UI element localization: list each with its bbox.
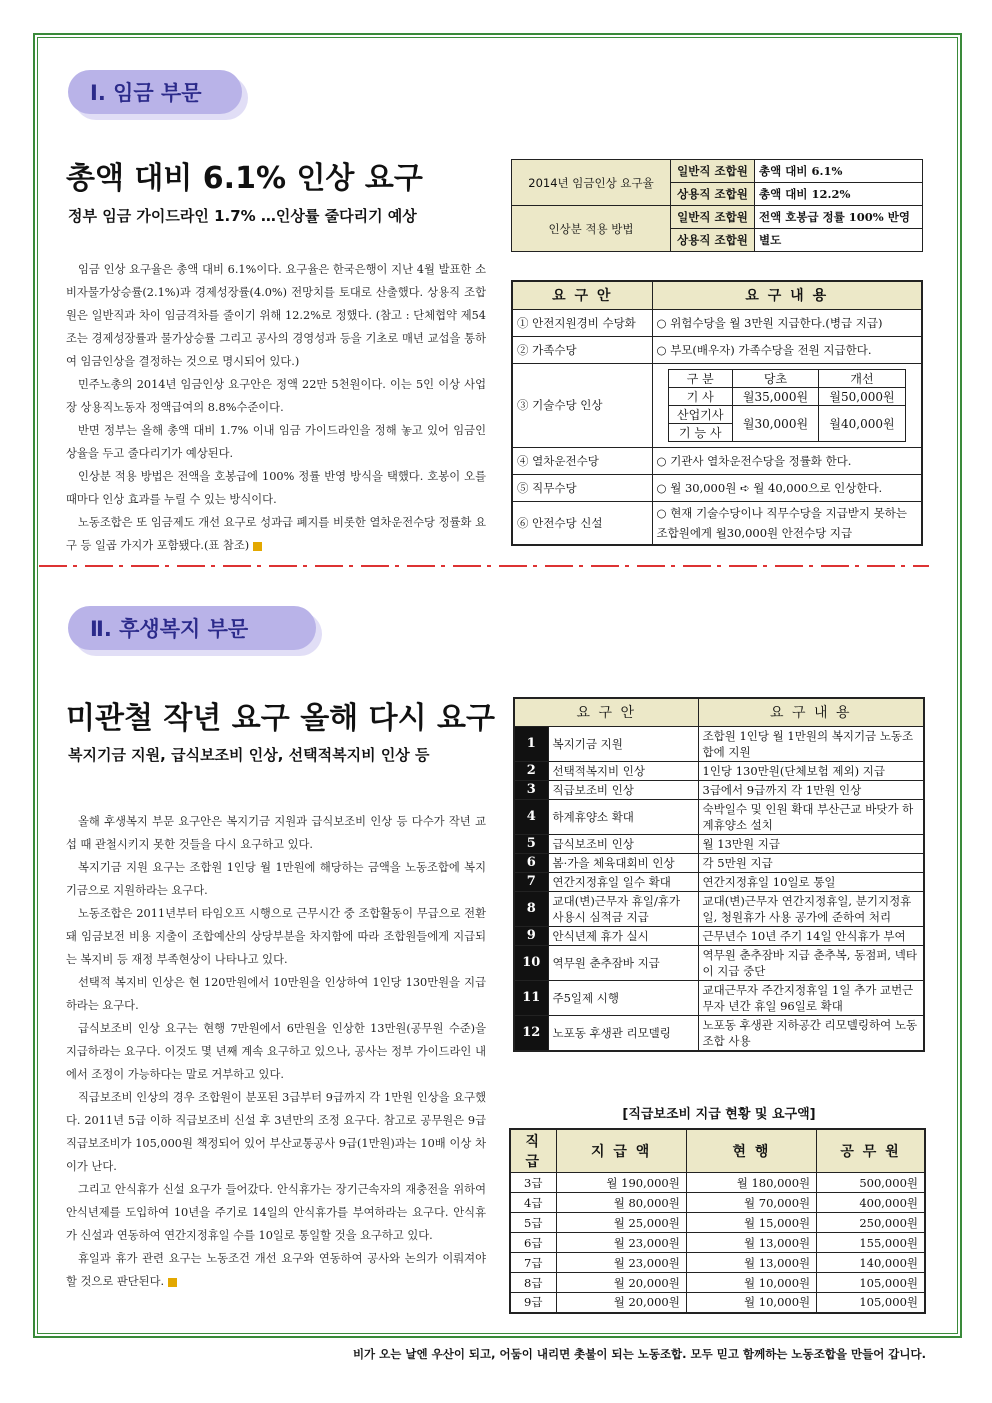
section2-heading: Ⅱ. 후생복지 부문: [68, 606, 316, 650]
grade-cell: 6급: [510, 1233, 556, 1253]
section2-paragraph-text: 휴일과 휴가 관련 요구는 노동조건 개선 요구와 연동하여 공사와 논의가 이뤄져야 할 것으로 판단된다.: [66, 1252, 486, 1288]
tech-header: 개선: [819, 369, 906, 387]
amount-cell: 월 25,000원: [556, 1213, 686, 1233]
section2-subtitle: 복지기금 지원, 급식보조비 인상, 선택적복지비 인상 등: [68, 746, 430, 764]
table-header: 공 무 원: [817, 1129, 925, 1173]
table-row: [512, 363, 922, 447]
demand-item: ① 안전지원경비 수당화: [512, 309, 652, 336]
table-row: [512, 447, 922, 474]
demand-item: 직급보조비 인상: [548, 780, 698, 799]
table-row: [514, 1015, 924, 1051]
table-row: [514, 891, 924, 926]
section1-paragraph: 반면 정부는 올해 총액 대비 1.7% 이내 임금 가이드라인을 정해 놓고 있어 임금인상율을 두고 줄다리기가 예상된다.: [66, 424, 486, 460]
demand-item: 하계휴양소 확대: [548, 799, 698, 834]
grade-cell: 7급: [510, 1253, 556, 1273]
section2-paragraph: 복지기금 지원 요구는 조합원 1인당 월 1만원에 해당하는 금액을 노동조합에 복지기금으로 지원하라는 요구다.: [66, 861, 486, 897]
tech-before: 월35,000원: [732, 387, 819, 405]
summary-sub: 상용직 조합원: [671, 183, 755, 206]
demand-content: 각 5만원 지급: [698, 853, 924, 872]
end-mark-icon: [253, 542, 262, 551]
table-header: 직 급: [510, 1129, 556, 1173]
tech-after: 월50,000원: [819, 387, 906, 405]
table-row: [514, 761, 924, 780]
grade-cell: 5급: [510, 1213, 556, 1233]
table-row: [514, 853, 924, 872]
amount-cell: 월 23,000원: [556, 1233, 686, 1253]
table-row: [510, 1293, 925, 1313]
demand-item: 복지기금 지원: [548, 726, 698, 761]
table-row: [514, 926, 924, 945]
table-row: [514, 872, 924, 891]
section2-paragraph: 그리고 안식휴가 신설 요구가 들어갔다. 안식휴가는 장기근속자의 재충전을 위하여 안식년제를 도입하여 10년을 주기로 14일의 안식휴가를 부여하라는 요구다. 안식휴가 신설과 연동하여 연간지정휴일 수를 10일로 통일할 것을 요구하고 있다.: [66, 1183, 486, 1242]
section2-paragraph: 선택적 복지비 인상은 현 120만원에서 10만원을 인상하여 1인당 130만원을 지급하라는 요구다.: [66, 976, 486, 1012]
table-row: [514, 726, 924, 761]
table-header: 요 구 안: [512, 281, 652, 309]
section-divider: [39, 565, 929, 567]
wage-demand-table: [511, 280, 923, 546]
row-number: 7: [514, 872, 548, 891]
row-number: 10: [514, 945, 548, 980]
table-row: [514, 780, 924, 799]
demand-content: 교대근무자 주간지정휴일 1일 추가 교번근무자 년간 휴일 96일로 확대: [698, 980, 924, 1015]
amount-cell: 400,000원: [817, 1193, 925, 1213]
table-row: [514, 834, 924, 853]
demand-content: 월 13만원 지급: [698, 834, 924, 853]
demand-item: ④ 열차운전수당: [512, 447, 652, 474]
amount-cell: 105,000원: [817, 1293, 925, 1313]
demand-item: 봄·가을 체육대회비 인상: [548, 853, 698, 872]
summary-sub: 일반직 조합원: [671, 160, 755, 183]
table-row: [510, 1233, 925, 1253]
amount-cell: 월 70,000원: [686, 1193, 816, 1213]
section1-paragraph: 민주노총의 2014년 임금인상 요구안은 정액 22만 5천원이다. 이는 5인 이상 사업장 상용직노동자 정액급여의 8.8%수준이다.: [66, 378, 486, 414]
row-number: 1: [514, 726, 548, 761]
row-number: 5: [514, 834, 548, 853]
table-row: [510, 1173, 925, 1193]
table-row: [510, 1193, 925, 1213]
amount-cell: 월 80,000원: [556, 1193, 686, 1213]
section1-body: [66, 258, 486, 557]
demand-item: 교대(변)근무자 휴일/휴가 사용시 심적금 지급: [548, 891, 698, 926]
row-number: 9: [514, 926, 548, 945]
amount-cell: 155,000원: [817, 1233, 925, 1253]
row-number: 6: [514, 853, 548, 872]
welfare-demand-table: [513, 697, 925, 1052]
table-row: [512, 501, 922, 545]
demand-content: 1인당 130만원(단체보험 제외) 지급: [698, 761, 924, 780]
section1-title: 총액 대비 6.1% 인상 요구: [66, 161, 423, 196]
tech-after: 월40,000원: [819, 405, 906, 441]
table-header: 요 구 내 용: [652, 281, 922, 309]
demand-item: ⑥ 안전수당 신설: [512, 501, 652, 545]
amount-cell: 월 23,000원: [556, 1253, 686, 1273]
summary-sub: 일반직 조합원: [671, 206, 755, 229]
summary-val: 총액 대비 6.1%: [755, 160, 923, 183]
amount-cell: 월 180,000원: [686, 1173, 816, 1193]
demand-item: 주5일제 시행: [548, 980, 698, 1015]
demand-content: 노포동 후생관 지하공간 리모델링하여 노동조합 사용: [698, 1015, 924, 1051]
table-row: [512, 336, 922, 363]
amount-cell: 월 190,000원: [556, 1173, 686, 1193]
demand-item: 선택적복지비 인상: [548, 761, 698, 780]
demand-content: 근무년수 10년 주기 14일 안식휴가 부여: [698, 926, 924, 945]
section1-paragraph: 임금 인상 요구율은 총액 대비 6.1%이다. 요구율은 한국은행이 지난 4월 발표한 소비자물가상승률(2.1%)과 경제성장률(4.0%) 전망치를 토대로 산출했다. 상용직 조합원은 일반직과 차이 임금격차를 줄이기 위해 12.2%로 정했다. (참고 : 단체협약 제54조는 경제성장률과 물가상승률 그리고 공사의 경영성과 등을 기초로 매년 교섭을 통하여 임금인상을 결정하는 것으로 명시되어 있다.): [66, 263, 486, 368]
amount-cell: 140,000원: [817, 1253, 925, 1273]
amount-cell: 월 13,000원: [686, 1253, 816, 1273]
section2-title: 미관철 작년 요구 올해 다시 요구: [66, 701, 495, 736]
demand-content: 연간지정휴일 10일로 통일: [698, 872, 924, 891]
section1-paragraph-text: 노동조합은 또 임금제도 개선 요구로 성과급 폐지를 비롯한 열차운전수당 정률화 요구 등 일곱 가지가 포함됐다.(표 참조): [66, 516, 486, 552]
demand-item: 역무원 춘추잠바 지급: [548, 945, 698, 980]
section2-paragraph: 노동조합은 2011년부터 타임오프 시행으로 근무시간 중 조합활동이 무급으로 전환돼 임금보전 비용 지출이 조합예산의 상당부분을 차지함에 따라 조합원들에게 지급되는 복지비 등 재정 부족현상이 나타나고 있다.: [66, 907, 486, 966]
grade-table-caption: [직급보조비 지급 현황 및 요구액]: [622, 1107, 816, 1122]
table-header: 요 구 내 용: [698, 698, 924, 726]
demand-content: 숙박일수 및 인원 확대 부산근교 바닷가 하계휴양소 설치: [698, 799, 924, 834]
table-row: [510, 1213, 925, 1233]
summary-val: 총액 대비 12.2%: [755, 183, 923, 206]
demand-content: 조합원 1인당 월 1만원의 복지기금 노동조합에 지원: [698, 726, 924, 761]
table-row: [512, 309, 922, 336]
amount-cell: 월 10,000원: [686, 1273, 816, 1293]
table-row: [514, 945, 924, 980]
amount-cell: 월 15,000원: [686, 1213, 816, 1233]
demand-item: ③ 기술수당 인상: [512, 363, 652, 447]
grade-allowance-table: [509, 1128, 926, 1314]
demand-content: ○ 현재 기술수당이나 직무수당을 지급받지 못하는 조합원에게 월30,000원 안전수당 지급: [652, 501, 922, 545]
summary-val: 별도: [755, 229, 923, 252]
table-row: [514, 799, 924, 834]
demand-item: 급식보조비 인상: [548, 834, 698, 853]
summary-sub: 상용직 조합원: [671, 229, 755, 252]
demand-item: 노포동 후생관 리모델링: [548, 1015, 698, 1051]
demand-content: [652, 363, 922, 447]
table-header: 지 급 액: [556, 1129, 686, 1173]
amount-cell: 105,000원: [817, 1273, 925, 1293]
tech-grade: 산업기사: [668, 405, 732, 423]
amount-cell: 월 10,000원: [686, 1293, 816, 1313]
section2-body: [66, 810, 486, 1293]
summary-row-label: 인상분 적용 방법: [512, 206, 671, 252]
row-number: 8: [514, 891, 548, 926]
demand-content: 3급에서 9급까지 각 1만원 인상: [698, 780, 924, 799]
grade-cell: 4급: [510, 1193, 556, 1213]
table-row: [510, 1273, 925, 1293]
row-number: 4: [514, 799, 548, 834]
demand-content: ○ 기관사 열차운전수당을 정률화 한다.: [652, 447, 922, 474]
demand-content: ○ 월 30,000원 ➪ 월 40,000으로 인상한다.: [652, 474, 922, 501]
amount-cell: 500,000원: [817, 1173, 925, 1193]
demand-item: ⑤ 직무수당: [512, 474, 652, 501]
demand-item: ② 가족수당: [512, 336, 652, 363]
amount-cell: 월 13,000원: [686, 1233, 816, 1253]
row-number: 12: [514, 1015, 548, 1051]
tech-grade: 기 능 사: [668, 423, 732, 441]
table-row: [510, 1253, 925, 1273]
section1-paragraph: 인상분 적용 방법은 전액을 호봉급에 100% 정률 반영 방식을 택했다. 호봉이 오를 때마다 인상 효과를 누릴 수 있는 방식이다.: [66, 470, 486, 506]
section2-paragraph: [66, 1247, 486, 1293]
end-mark-icon: [168, 1278, 177, 1287]
section2-paragraph: 직급보조비 인상의 경우 조합원이 분포된 3급부터 9급까지 각 1만원 인상을 요구했다. 2011년 5급 이하 직급보조비 신설 후 3년만의 조정 요구다. 참고로 공무원은 9급 직급보조비가 105,000원 책정되어 있어 부산교통공사 9급(1만원)과는 10배 이상 차이가 난다.: [66, 1091, 486, 1173]
demand-content: 역무원 춘추잠바 지급 춘추복, 동점퍼, 넥타이 지급 중단: [698, 945, 924, 980]
grade-cell: 8급: [510, 1273, 556, 1293]
row-number: 11: [514, 980, 548, 1015]
section1-heading: Ⅰ. 임금 부문: [68, 70, 242, 114]
section2-paragraph: 급식보조비 인상 요구는 현행 7만원에서 6만원을 인상한 13만원(공무원 수준)을 지급하라는 요구다. 이것도 몇 년째 계속 요구하고 있으나, 공사는 정부 가이드라인 내에서 조정이 가능하다는 말로 거부하고 있다.: [66, 1022, 486, 1081]
amount-cell: 월 20,000원: [556, 1293, 686, 1313]
table-row: [514, 980, 924, 1015]
section1-paragraph: [66, 511, 486, 557]
table-header: 현 행: [686, 1129, 816, 1173]
tech-grade: 기 사: [668, 387, 732, 405]
demand-content: ○ 위험수당을 월 3만원 지급한다.(병급 지급): [652, 309, 922, 336]
grade-cell: 3급: [510, 1173, 556, 1193]
summary-row-label: 2014년 임금인상 요구율: [512, 160, 671, 206]
tech-before: 월30,000원: [732, 405, 819, 441]
footer-slogan: 비가 오는 날엔 우산이 되고, 어둠이 내리면 촛불이 되는 노동조합. 모두 믿고 함께하는 노동조합을 만들어 갑니다.: [352, 1347, 926, 1361]
row-number: 3: [514, 780, 548, 799]
section1-subtitle: 정부 임금 가이드라인 1.7% …인상률 줄다리기 예상: [68, 207, 417, 225]
table-row: [512, 474, 922, 501]
row-number: 2: [514, 761, 548, 780]
demand-item: 안식년제 휴가 실시: [548, 926, 698, 945]
amount-cell: 월 20,000원: [556, 1273, 686, 1293]
demand-content: ○ 부모(배우자) 가족수당을 전원 지급한다.: [652, 336, 922, 363]
demand-item: 연간지정휴일 일수 확대: [548, 872, 698, 891]
tech-header: 당초: [732, 369, 819, 387]
grade-cell: 9급: [510, 1293, 556, 1313]
summary-val: 전액 호봉급 정률 100% 반영: [755, 206, 923, 229]
demand-content: 교대(변)근무자 연간지정휴일, 분기지정휴일, 청원휴가 사용 공가에 준하여 처리: [698, 891, 924, 926]
tech-header: 구 분: [668, 369, 732, 387]
amount-cell: 250,000원: [817, 1213, 925, 1233]
wage-summary-table: [511, 159, 923, 252]
section2-paragraph: 올해 후생복지 부문 요구안은 복지기금 지원과 급식보조비 인상 등 다수가 작년 교섭 때 관철시키지 못한 것들을 다시 요구하고 있다.: [66, 815, 486, 851]
tech-allowance-table: [668, 369, 906, 442]
table-header: 요 구 안: [514, 698, 698, 726]
